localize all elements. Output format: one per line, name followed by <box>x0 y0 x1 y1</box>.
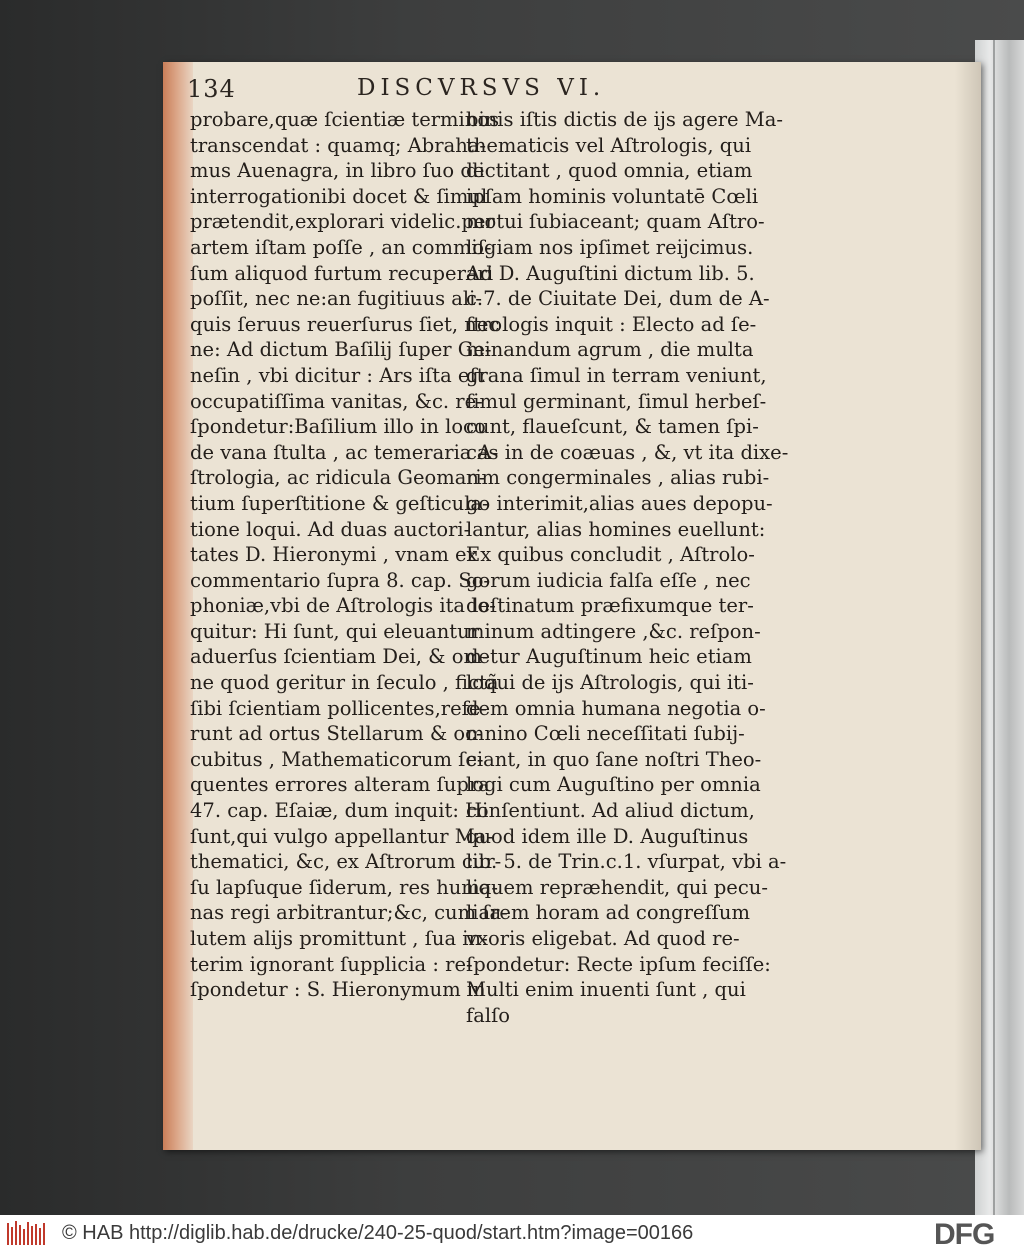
text-line: thematicis vel Aſtrologis, qui <box>466 133 752 157</box>
text-line: Multi enim inuenti ſunt , qui <box>466 978 746 1002</box>
book-page-stack <box>975 40 1024 1215</box>
text-line: ſunt,qui vulgo appellantur Ma- <box>190 824 493 848</box>
text-line: deſtinatum præfixumque ter- <box>466 594 754 618</box>
text-line: tium ſuperſtitione & geſticula- <box>190 491 489 515</box>
text-line: prætendit,explorari videlic.per <box>190 210 495 234</box>
text-line: logiam nos ipſimet reijcimus. <box>466 235 754 259</box>
text-line: ſu lapſuque ſiderum, res huma- <box>190 875 499 899</box>
page-header <box>187 75 757 109</box>
text-line: nas regi arbitrantur;&c, cum ſa- <box>190 901 508 925</box>
text-line: go interimit,alias aues depopu- <box>466 491 773 515</box>
text-line: ſpondetur : S. Hieronymum in <box>190 978 486 1002</box>
gutter-shade <box>955 62 981 1150</box>
text-line: aduerſus ſcientiam Dei, & om- <box>190 645 489 669</box>
text-line: interrogationibi docet & ſimul <box>190 184 488 208</box>
text-line: liquem repræhendit, qui pecu- <box>466 875 768 899</box>
text-line: mus Auenagra, in libro ſuo de <box>190 159 485 183</box>
text-line: thematici, &c, ex Aſtrorum cur- <box>190 850 502 874</box>
text-line: neſin , vbi dicitur : Ars iſta eſt <box>190 363 485 387</box>
text-line: minandum agrum , die multa <box>466 338 754 362</box>
text-line: terim ignorant ſupplicia : re- <box>190 952 473 976</box>
text-line: ſtrologia, ac ridicula Geoman- <box>190 466 486 490</box>
text-line: tates D. Hieronymi , vnam ex <box>190 543 478 567</box>
text-line: quentes errores alteram ſupra <box>190 773 490 797</box>
text-line: grana ſimul in terram veniunt, <box>466 363 767 387</box>
text-column-left <box>190 107 508 1003</box>
text-line: ne: Ad dictum Baſilij ſuper Ge- <box>190 338 492 362</box>
text-line: probare,quæ ſcientiæ terminos <box>190 108 500 131</box>
text-line: ſpondetur:Baſilium illo in loco <box>190 415 486 439</box>
text-line: cubitus , Mathematicorum ſe- <box>190 747 484 771</box>
dfg-logo: DFG <box>934 1218 995 1251</box>
text-line: loqui de ijs Aſtrologis, qui iti- <box>466 671 754 695</box>
text-column-right <box>466 107 789 1028</box>
text-line: tione loqui. Ad duas auctori- <box>190 517 471 541</box>
text-line: occupatiſſima vanitas, &c. re- <box>190 389 483 413</box>
text-line: Ad D. Auguſtini dictum lib. 5. <box>466 261 755 285</box>
text-line: minum adtingere ,&c. reſpon- <box>466 619 761 643</box>
text-line: ſimul germinant, ſimul herbeſ- <box>466 389 767 413</box>
page-edge <box>163 62 193 1150</box>
text-line: lib. 5. de Trin.c.1. vſurpat, vbi a- <box>466 850 787 874</box>
page-number: 134 <box>187 75 236 103</box>
text-line: gorum iudicia falſa eſſe , nec <box>466 568 751 592</box>
text-line: de vana ſtulta , ac temeraria A- <box>190 440 499 464</box>
hab-logo-icon <box>6 1219 46 1249</box>
text-line: vxoris eligebat. Ad quod re- <box>466 927 740 950</box>
text-line: transcendat : quamq; Abraha- <box>190 133 486 157</box>
text-line: falſo <box>466 1003 511 1027</box>
text-line: ſpondetur: Recte ipſum feciſſe: <box>466 952 771 976</box>
text-line: motui ſubiaceant; quam Aſtro- <box>466 210 765 234</box>
text-line: mnino Cœli neceſſitati ſubij- <box>466 722 745 746</box>
footer-bar <box>0 1215 1024 1255</box>
text-line: dem omnia humana negotia o- <box>466 696 766 720</box>
text-line: c.7. de Ciuitate Dei, dum de A- <box>466 287 770 311</box>
text-line: dictitant , quod omnia, etiam <box>466 159 753 183</box>
copyright-url[interactable]: © HAB http://diglib.hab.de/drucke/240-25-quod/start.htm?image=00166 <box>62 1222 694 1244</box>
text-line: ne quod geritur in ſeculo , fictã <box>190 671 499 695</box>
text-line: binis iſtis dictis de ijs agere Ma- <box>466 108 783 131</box>
text-line: ciant, in quo ſane noſtri Theo- <box>466 747 762 771</box>
text-line: lutem alijs promittunt , ſua in- <box>190 927 488 950</box>
text-line: logi cum Auguſtino per omnia <box>466 773 761 797</box>
text-line: quod idem ille D. Auguſtinus <box>466 824 749 848</box>
text-line: ſum aliquod furtum recuperari <box>190 261 494 285</box>
text-line: quitur: Hi ſunt, qui eleuantur <box>190 619 480 643</box>
text-line: artem iſtam poſſe , an commiſ- <box>190 235 492 259</box>
text-line: cas in de coæuas , &, vt ita dixe- <box>466 440 789 464</box>
text-line: quis ſeruus reuerſurus ſiet, nec <box>190 312 500 336</box>
text-line: ſtrologis inquit : Electo ad ſe- <box>466 312 757 336</box>
text-line: detur Auguſtinum heic etiam <box>466 645 752 669</box>
text-line: ſibi ſcientiam pollicentes,refe- <box>190 696 487 720</box>
text-line: commentario ſupra 8. cap. So- <box>190 568 491 592</box>
text-line: runt ad ortus Stellarum & oc- <box>190 722 483 746</box>
text-line: ipſam hominis voluntatē Cœli <box>466 184 759 208</box>
running-title: DISCVRSVS VI. <box>357 75 606 101</box>
text-line: conſentiunt. Ad aliud dictum, <box>466 799 755 823</box>
text-line: rim congerminales , alias rubi- <box>466 466 770 490</box>
text-line: lantur, alias homines euellunt: <box>466 517 766 541</box>
text-line: phoniæ,vbi de Aſtrologis ita lo- <box>190 594 496 618</box>
text-line: Ex quibus concludit , Aſtrolo- <box>466 543 755 567</box>
text-line: cunt, flaueſcunt, & tamen ſpi- <box>466 415 759 439</box>
text-line: poſſit, nec ne:an fugitiuus ali- <box>190 287 482 311</box>
text-line: 47. cap. Eſaiæ, dum inquit: Hi <box>190 799 489 823</box>
text-line: liarem horam ad congreſſum <box>466 901 750 925</box>
